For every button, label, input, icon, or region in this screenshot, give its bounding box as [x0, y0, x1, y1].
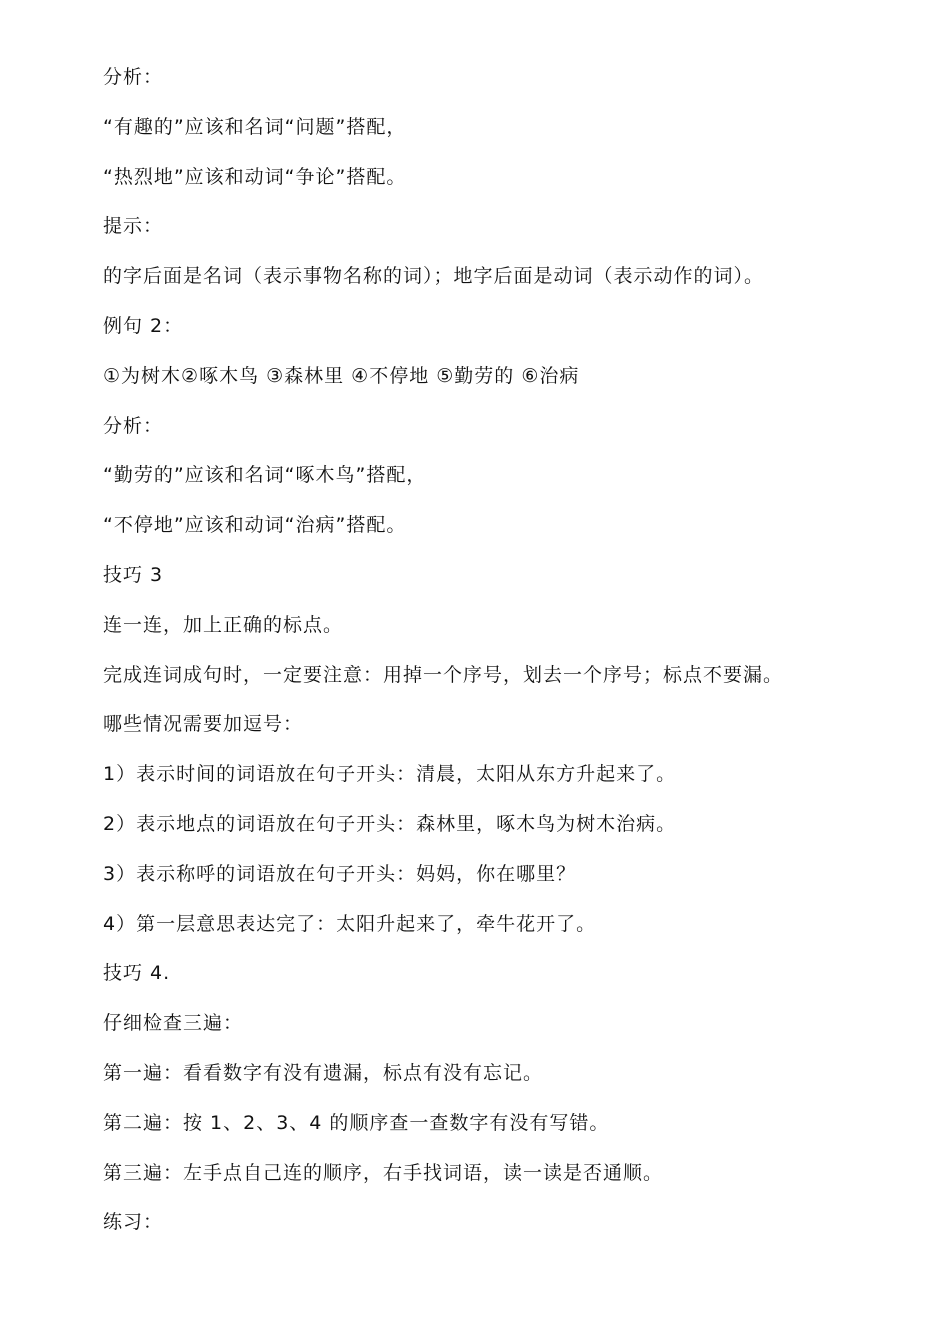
document-body: [103, 60, 903, 1255]
heading-example-2: 例句 2：: [103, 314, 184, 337]
heading-analysis-2: 分析：: [103, 414, 164, 437]
analysis-line: “不停地”应该和动词“治病”搭配。: [103, 514, 407, 537]
tip-3-note: 完成连词成句时，一定要注意：用掉一个序号，划去一个序号；标点不要漏。: [103, 663, 784, 686]
comma-case-item: 3）表示称呼的词语放在句子开头：妈妈，你在哪里？: [103, 862, 577, 885]
heading-practice: 练习：: [103, 1211, 164, 1234]
heading-analysis-1: 分析：: [103, 66, 164, 88]
comma-cases-heading: 哪些情况需要加逗号：: [103, 713, 304, 736]
heading-tip-3: 技巧 3: [103, 563, 164, 586]
check-step: 第二遍：按 1、2、3、4 的顺序查一查数字有没有写错。: [103, 1111, 610, 1134]
comma-case-item: 1）表示时间的词语放在句子开头：清晨，太阳从东方升起来了。: [103, 763, 677, 786]
example-words: ①为树木②啄木鸟 ③森林里 ④不停地 ⑤勤劳的 ⑥治病: [103, 364, 580, 387]
heading-tip-4: 技巧 4.: [103, 962, 171, 985]
comma-case-item: 4）第一层意思表达完了：太阳升起来了，牵牛花开了。: [103, 912, 597, 935]
analysis-line: “热烈地”应该和动词“争论”搭配。: [103, 165, 407, 188]
hint-text: 的字后面是名词（表示事物名称的词）；地字后面是动词（表示动作的词）。: [103, 265, 765, 288]
check-step: 第三遍：左手点自己连的顺序，右手找词语，读一读是否通顺。: [103, 1161, 664, 1184]
analysis-line: “勤劳的”应该和名词“啄木鸟”搭配，: [103, 464, 427, 487]
check-heading: 仔细检查三遍：: [103, 1012, 244, 1035]
comma-case-item: 2）表示地点的词语放在句子开头：森林里，啄木鸟为树木治病。: [103, 812, 677, 835]
tip-3-instruction: 连一连，加上正确的标点。: [103, 613, 344, 636]
analysis-line: “有趣的”应该和名词“问题”搭配，: [103, 115, 407, 138]
heading-hint: 提示：: [103, 215, 164, 238]
check-step: 第一遍：看看数字有没有遗漏，标点有没有忘记。: [103, 1061, 544, 1084]
